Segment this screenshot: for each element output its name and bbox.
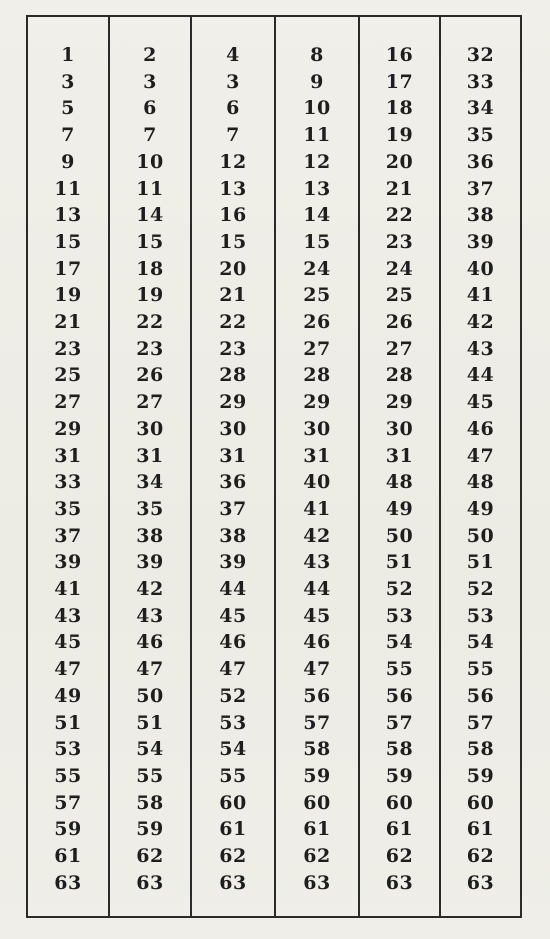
table-cell: 60 — [219, 791, 247, 814]
table-cell: 31 — [219, 444, 247, 467]
table-cell: 30 — [219, 417, 247, 440]
table-cell: 45 — [303, 604, 331, 627]
table-cell: 57 — [466, 711, 495, 734]
table-cell: 21 — [54, 311, 82, 333]
table-cell: 58 — [303, 738, 331, 761]
table-cell: 7 — [143, 124, 157, 147]
table-cell: 41 — [303, 497, 331, 520]
table-cell: 43 — [303, 551, 331, 574]
table-cell: 41 — [54, 578, 82, 600]
table-cell: 45 — [54, 631, 82, 654]
table-cell: 24 — [303, 257, 331, 280]
table-cell: 29 — [54, 417, 82, 440]
table-cell: 57 — [54, 791, 82, 814]
table-cell: 62 — [136, 845, 164, 867]
table-cell: 42 — [136, 578, 164, 600]
table-cell: 46 — [219, 631, 247, 654]
table-cell: 6 — [226, 97, 240, 120]
table-cell: 61 — [219, 818, 247, 841]
table-cell: 19 — [385, 124, 414, 147]
table-cell: 25 — [54, 364, 82, 387]
table-cell: 24 — [385, 257, 414, 280]
table-cell: 47 — [466, 444, 495, 467]
table-cell: 27 — [136, 391, 164, 414]
table-cell: 59 — [136, 818, 164, 841]
table-cell: 6 — [143, 97, 157, 120]
table-cell: 31 — [385, 444, 414, 467]
table-cell: 39 — [54, 551, 82, 574]
table-cell: 54 — [466, 631, 495, 654]
table-cell: 55 — [136, 764, 164, 787]
table-cell: 57 — [385, 711, 414, 734]
table-cell: 45 — [219, 604, 247, 627]
table-cell: 9 — [310, 70, 324, 93]
table-cell: 51 — [466, 551, 495, 574]
table-cell: 52 — [466, 578, 495, 600]
table-cell: 58 — [466, 738, 495, 761]
table-cell: 4 — [226, 44, 240, 66]
table-cell: 46 — [136, 631, 164, 654]
table-cell: 13 — [303, 177, 331, 200]
table-cell: 43 — [136, 604, 164, 627]
table-cell: 9 — [61, 150, 75, 173]
table-cell: 61 — [385, 818, 414, 841]
table-cell: 25 — [303, 284, 331, 307]
table-cell: 46 — [303, 631, 331, 654]
table-cell: 26 — [136, 364, 164, 387]
table-cell: 52 — [385, 578, 414, 600]
table-cell: 26 — [303, 311, 331, 333]
table-cell: 21 — [385, 177, 414, 200]
table-cell: 42 — [303, 524, 331, 547]
table-cell: 59 — [385, 764, 414, 787]
table-cell: 63 — [136, 871, 164, 894]
table-cell: 54 — [385, 631, 414, 654]
table-cell: 54 — [219, 738, 247, 761]
table-cell: 3 — [143, 70, 157, 93]
table-cell: 34 — [466, 97, 495, 120]
table-cell: 20 — [385, 150, 414, 173]
table-cell: 55 — [385, 658, 414, 681]
table-cell: 36 — [466, 150, 495, 173]
table-cell: 38 — [219, 524, 247, 547]
table-column-5 — [360, 17, 441, 916]
table-cell: 61 — [54, 845, 82, 867]
table-cell: 11 — [136, 177, 164, 200]
table-cell: 51 — [54, 711, 82, 734]
table-cell: 23 — [219, 337, 247, 360]
table-cell: 5 — [61, 97, 75, 120]
table-cell: 20 — [219, 257, 247, 280]
table-cell: 44 — [466, 364, 495, 387]
table-cell: 15 — [303, 230, 331, 253]
table-cell: 16 — [385, 44, 414, 66]
table-cell: 35 — [466, 124, 495, 147]
table-cell: 28 — [219, 364, 247, 387]
table-cell: 11 — [303, 124, 331, 147]
table-cell: 11 — [54, 177, 82, 200]
table-cell: 7 — [61, 124, 75, 147]
table-cell: 29 — [385, 391, 414, 414]
table-cell: 31 — [54, 444, 82, 467]
table-cell: 27 — [385, 337, 414, 360]
table-cell: 62 — [385, 845, 414, 867]
table-cell: 13 — [219, 177, 247, 200]
table-cell: 63 — [385, 871, 414, 894]
table-cell: 39 — [136, 551, 164, 574]
table-cell: 56 — [385, 684, 414, 707]
table-cell: 61 — [303, 818, 331, 841]
table-cell: 50 — [385, 524, 414, 547]
table-cell: 14 — [303, 204, 331, 227]
table-cell: 43 — [54, 604, 82, 627]
table-cell: 23 — [385, 230, 414, 253]
table-cell: 38 — [136, 524, 164, 547]
table-cell: 63 — [303, 871, 331, 894]
table-cell: 27 — [54, 391, 82, 414]
table-cell: 63 — [54, 871, 82, 894]
table-column-4 — [276, 17, 360, 916]
table-cell: 18 — [385, 97, 414, 120]
table-cell: 30 — [385, 417, 414, 440]
table-column-3 — [192, 17, 276, 916]
table-cell: 33 — [466, 70, 495, 93]
table-column-6 — [441, 17, 520, 916]
table-cell: 8 — [310, 44, 324, 66]
table-cell: 62 — [466, 845, 495, 867]
table-column-2 — [110, 17, 192, 916]
table-cell: 49 — [466, 497, 495, 520]
table-cell: 55 — [466, 658, 495, 681]
table-cell: 22 — [136, 311, 164, 333]
table-cell: 15 — [219, 230, 247, 253]
table-cell: 36 — [219, 471, 247, 494]
table-cell: 51 — [136, 711, 164, 734]
table-cell: 13 — [54, 204, 82, 227]
table-cell: 58 — [136, 791, 164, 814]
table-cell: 31 — [303, 444, 331, 467]
table-cell: 41 — [466, 284, 495, 307]
table-cell: 15 — [136, 230, 164, 253]
table-cell: 23 — [54, 337, 82, 360]
table-cell: 37 — [54, 524, 82, 547]
table-cell: 53 — [385, 604, 414, 627]
table-cell: 60 — [385, 791, 414, 814]
table-cell: 3 — [61, 70, 75, 93]
table-column-1 — [28, 17, 110, 916]
table-cell: 16 — [219, 204, 247, 227]
table-cell: 12 — [303, 150, 331, 173]
table-cell: 45 — [466, 391, 495, 414]
table-cell: 59 — [54, 818, 82, 841]
table-cell: 62 — [303, 845, 331, 867]
table-cell: 19 — [54, 284, 82, 307]
table-cell: 28 — [303, 364, 331, 387]
number-table — [26, 15, 522, 918]
table-cell: 59 — [466, 764, 495, 787]
table-cell: 15 — [54, 230, 82, 253]
table-cell: 47 — [54, 658, 82, 681]
table-cell: 48 — [466, 471, 495, 494]
table-cell: 29 — [219, 391, 247, 414]
table-cell: 21 — [219, 284, 247, 307]
table-cell: 62 — [219, 845, 247, 867]
table-cell: 63 — [219, 871, 247, 894]
table-cell: 40 — [466, 257, 495, 280]
table-cell: 37 — [466, 177, 495, 200]
table-cell: 53 — [54, 738, 82, 761]
table-cell: 50 — [466, 524, 495, 547]
table-cell: 52 — [219, 684, 247, 707]
table-cell: 30 — [303, 417, 331, 440]
table-cell: 60 — [303, 791, 331, 814]
table-cell: 50 — [136, 684, 164, 707]
table-cell: 25 — [385, 284, 414, 307]
table-cell: 51 — [385, 551, 414, 574]
table-cell: 39 — [466, 230, 495, 253]
table-cell: 60 — [466, 791, 495, 814]
table-cell: 22 — [385, 204, 414, 227]
table-cell: 42 — [466, 311, 495, 333]
table-cell: 3 — [226, 70, 240, 93]
table-cell: 1 — [61, 44, 75, 66]
table-cell: 49 — [385, 497, 414, 520]
table-cell: 30 — [136, 417, 164, 440]
table-cell: 59 — [303, 764, 331, 787]
table-cell: 38 — [466, 204, 495, 227]
table-cell: 47 — [136, 658, 164, 681]
table-cell: 27 — [303, 337, 331, 360]
table-cell: 55 — [54, 764, 82, 787]
table-cell: 35 — [136, 497, 164, 520]
table-cell: 33 — [54, 471, 82, 494]
table-cell: 14 — [136, 204, 164, 227]
table-cell: 56 — [466, 684, 495, 707]
table-cell: 56 — [303, 684, 331, 707]
table-cell: 47 — [219, 658, 247, 681]
table-cell: 34 — [136, 471, 164, 494]
table-cell: 18 — [136, 257, 164, 280]
table-cell: 23 — [136, 337, 164, 360]
table-cell: 63 — [466, 871, 495, 894]
table-cell: 10 — [303, 97, 331, 120]
table-cell: 53 — [219, 711, 247, 734]
table-cell: 17 — [54, 257, 82, 280]
table-cell: 40 — [303, 471, 331, 494]
table-cell: 19 — [136, 284, 164, 307]
table-cell: 61 — [466, 818, 495, 841]
table-cell: 48 — [385, 471, 414, 494]
table-cell: 44 — [219, 578, 247, 600]
table-cell: 28 — [385, 364, 414, 387]
table-cell: 37 — [219, 497, 247, 520]
table-cell: 7 — [226, 124, 240, 147]
table-cell: 55 — [219, 764, 247, 787]
table-cell: 49 — [54, 684, 82, 707]
table-cell: 32 — [466, 44, 495, 66]
table-cell: 47 — [303, 658, 331, 681]
table-cell: 53 — [466, 604, 495, 627]
table-cell: 54 — [136, 738, 164, 761]
table-cell: 10 — [136, 150, 164, 173]
table-cell: 43 — [466, 337, 495, 360]
table-cell: 31 — [136, 444, 164, 467]
table-cell: 58 — [385, 738, 414, 761]
table-cell: 12 — [219, 150, 247, 173]
table-cell: 26 — [385, 311, 414, 333]
table-cell: 22 — [219, 311, 247, 333]
table-cell: 57 — [303, 711, 331, 734]
table-cell: 46 — [466, 417, 495, 440]
table-cell: 29 — [303, 391, 331, 414]
table-cell: 2 — [143, 44, 157, 66]
table-cell: 39 — [219, 551, 247, 574]
table-cell: 17 — [385, 70, 414, 93]
table-cell: 44 — [303, 578, 331, 600]
table-cell: 35 — [54, 497, 82, 520]
